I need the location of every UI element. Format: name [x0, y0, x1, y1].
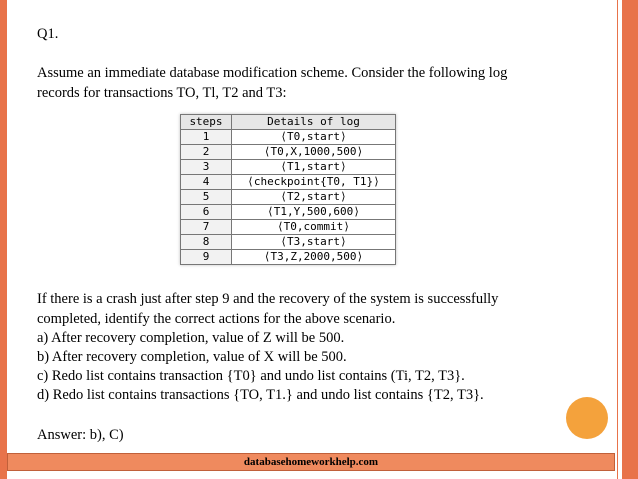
right-accent-bar	[622, 0, 638, 479]
intro-line-2: records for transactions TO, Tl, T2 and T3:	[37, 85, 287, 101]
table-row	[181, 130, 396, 145]
step-cell: 1	[181, 130, 232, 145]
detail-cell: ⟨T1,start⟩	[232, 160, 396, 175]
option-d: d) Redo list contains transactions {TO, T1.} and undo list contains {T2, T3}.	[37, 387, 484, 403]
table-row	[181, 190, 396, 205]
option-c: c) Redo list contains transaction {T0} and undo list contains (Ti, T2, T3}.	[37, 368, 465, 384]
step-cell: 5	[181, 190, 232, 205]
table-row	[181, 175, 396, 190]
detail-cell: ⟨T1,Y,500,600⟩	[232, 205, 396, 220]
left-accent-bar	[0, 0, 7, 479]
log-table-header-row	[181, 115, 396, 130]
step-cell: 8	[181, 235, 232, 250]
step-cell: 2	[181, 145, 232, 160]
detail-cell: ⟨checkpoint{T0, T1}⟩	[232, 175, 396, 190]
step-cell: 3	[181, 160, 232, 175]
step-cell: 6	[181, 205, 232, 220]
detail-cell: ⟨T0,commit⟩	[232, 220, 396, 235]
intro-line-1: Assume an immediate database modification scheme. Consider the following log	[37, 65, 508, 81]
step-cell: 4	[181, 175, 232, 190]
steps-column-header: steps	[181, 115, 232, 130]
table-row	[181, 220, 396, 235]
detail-cell: ⟨T0,X,1000,500⟩	[232, 145, 396, 160]
table-row	[181, 145, 396, 160]
question-label: Q1.	[37, 26, 59, 42]
question-line-2: completed, identify the correct actions for the above scenario.	[37, 311, 396, 327]
detail-cell: ⟨T2,start⟩	[232, 190, 396, 205]
option-a: a) After recovery completion, value of Z will be 500.	[37, 330, 345, 346]
detail-cell: ⟨T0,start⟩	[232, 130, 396, 145]
step-cell: 9	[181, 250, 232, 265]
step-cell: 7	[181, 220, 232, 235]
table-row	[181, 235, 396, 250]
table-row	[181, 160, 396, 175]
decorative-circle	[566, 397, 608, 439]
footer-bar	[7, 453, 615, 471]
option-b: b) After recovery completion, value of X will be 500.	[37, 349, 347, 365]
answer-text: Answer: b), C)	[37, 427, 124, 443]
table-row	[181, 250, 396, 265]
details-column-header: Details of log	[232, 115, 396, 130]
question-line-1: If there is a crash just after step 9 and the recovery of the system is successfully	[37, 291, 499, 307]
detail-cell: ⟨T3,Z,2000,500⟩	[232, 250, 396, 265]
footer-website: databasehomeworkhelp.com	[243, 456, 379, 468]
detail-cell: ⟨T3,start⟩	[232, 235, 396, 250]
right-accent-line	[617, 0, 618, 479]
table-row	[181, 205, 396, 220]
log-table	[180, 114, 396, 265]
